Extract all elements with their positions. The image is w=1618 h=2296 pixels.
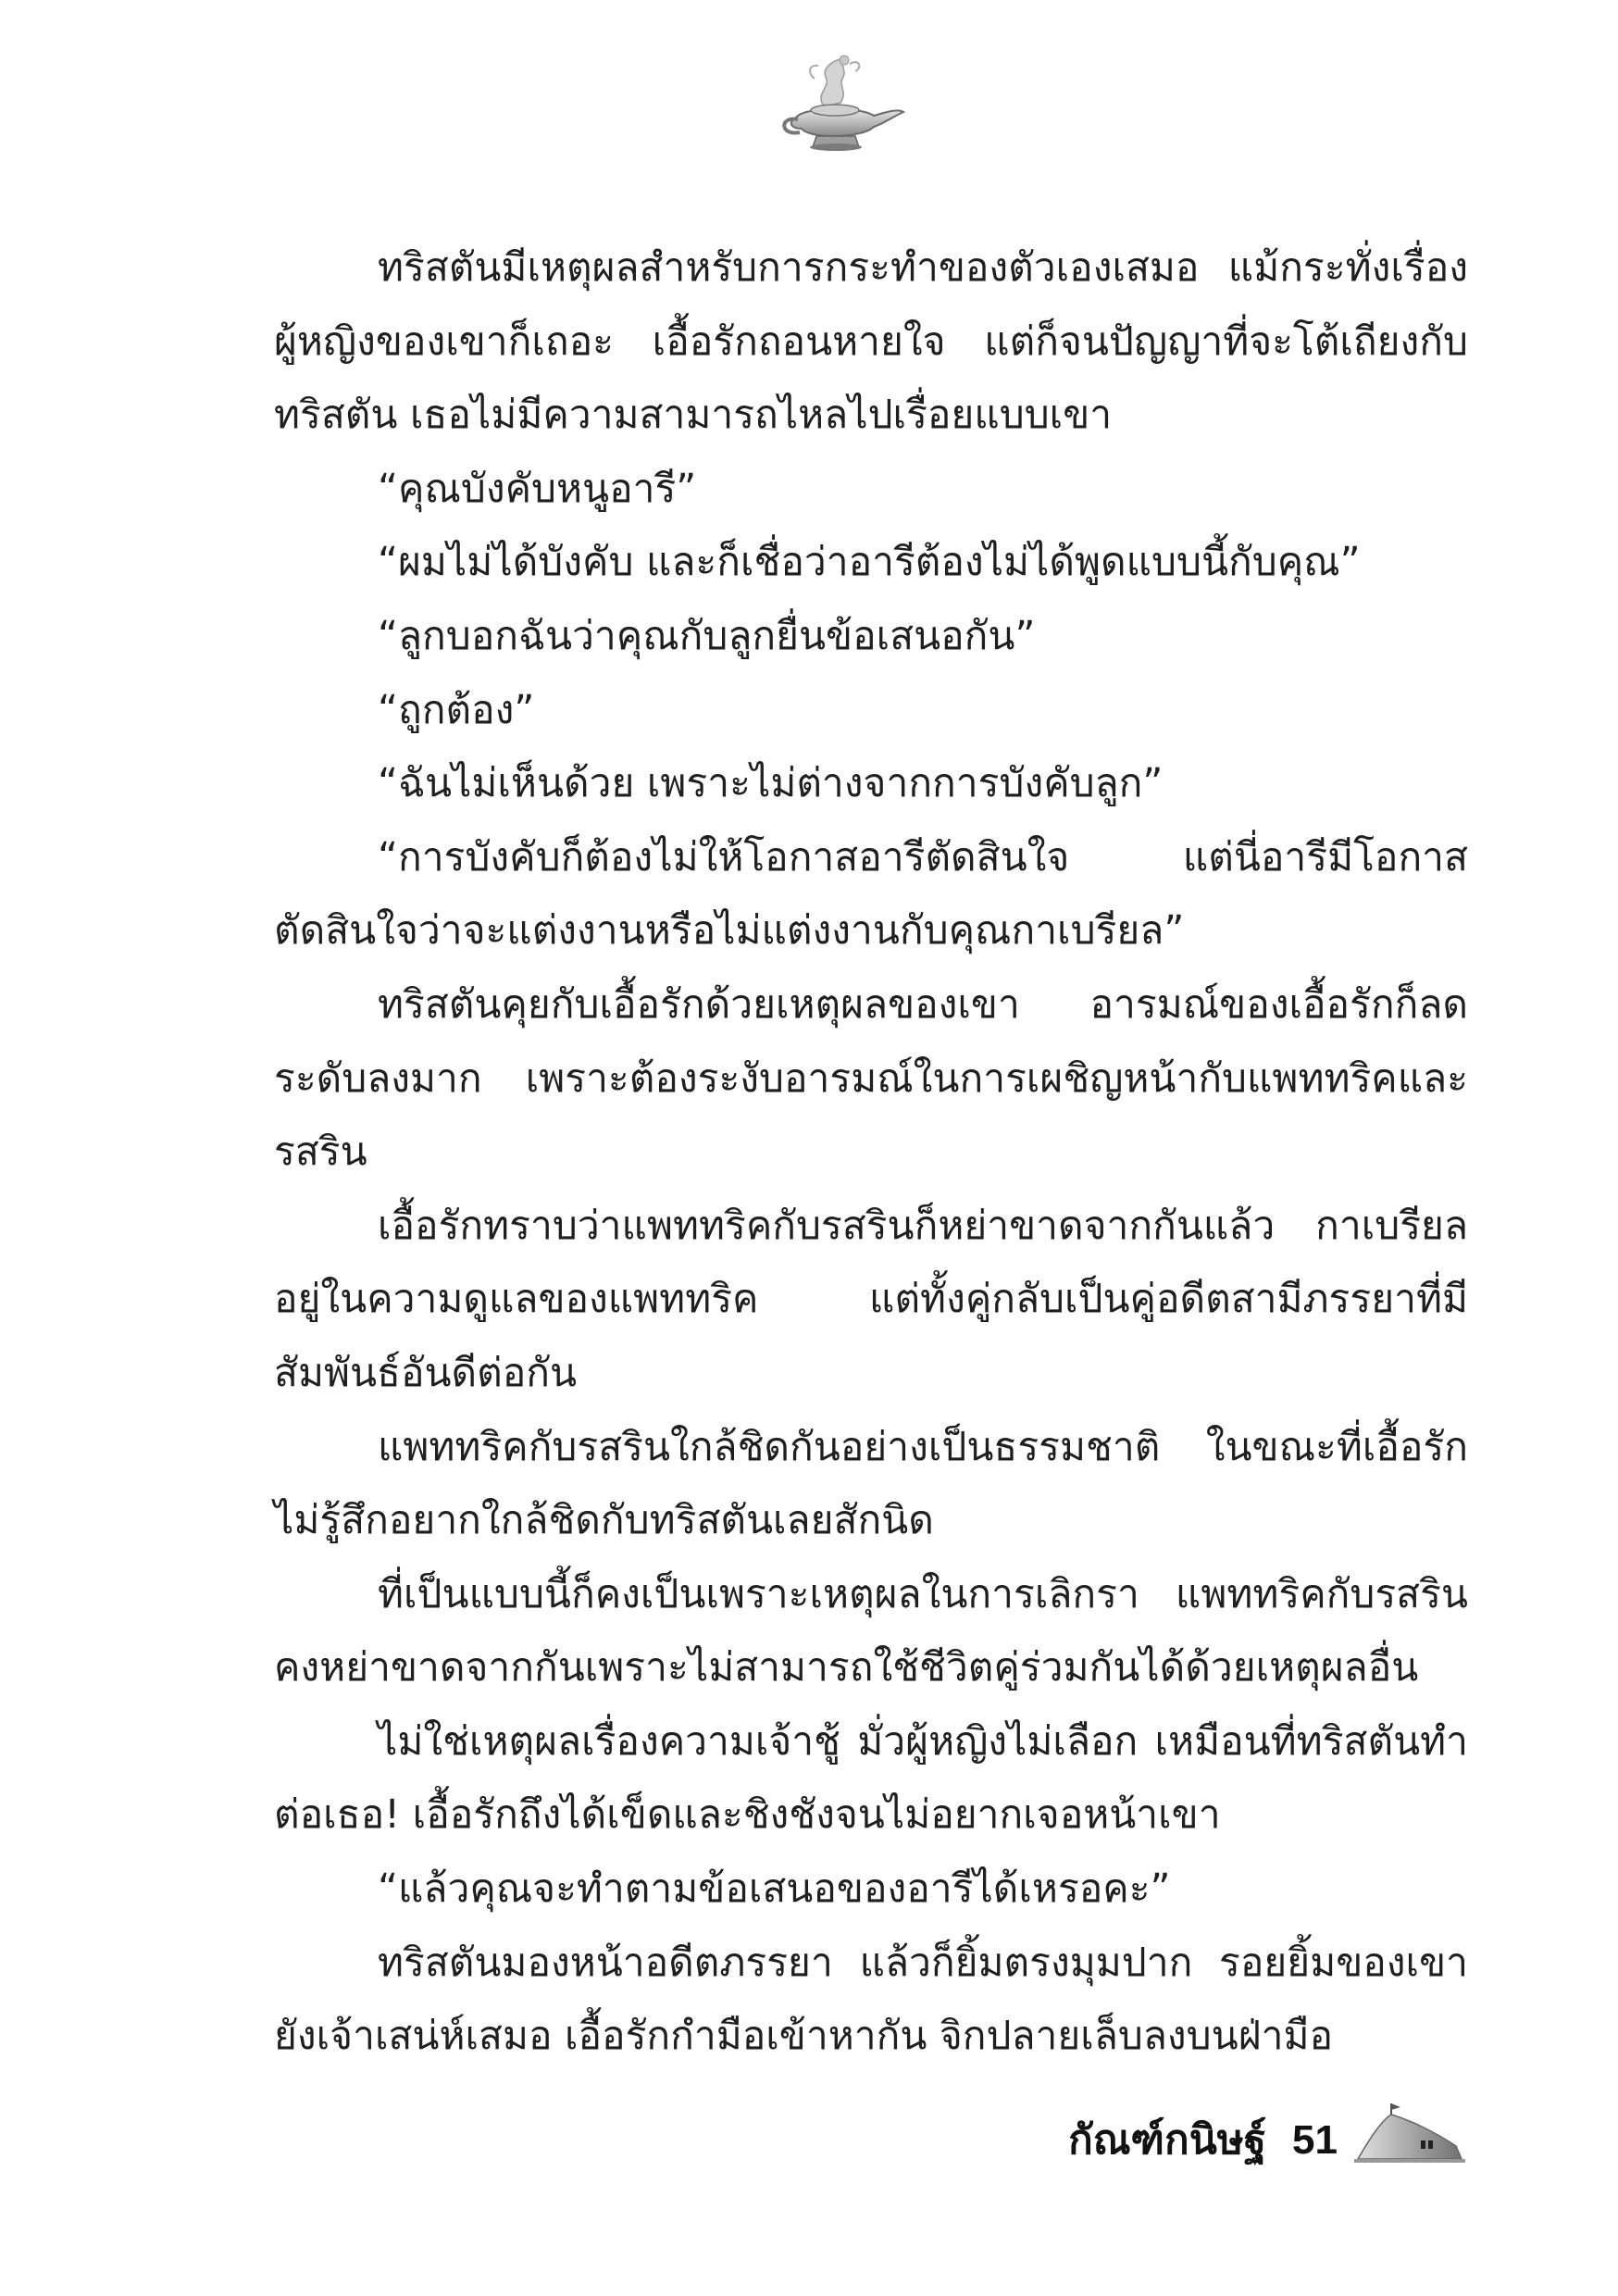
tent-icon: [1354, 2100, 1465, 2166]
page-number: 51: [1292, 2117, 1338, 2163]
paragraph: “ผมไม่ได้บังคับ และก็เชื่อว่าอารีต้องไม่ได้พูดแบบนี้กับคุณ”: [378, 540, 1361, 586]
paragraph: แพททริคกับรสรินใกล้ชิดกันอย่างเป็นธรรมชาติ ในขณะที่เอื้อรักไม่รู้สึกอยากใกล้ชิดกับทริสตันเลยสักนิด: [274, 1424, 1468, 1544]
paragraph: เอื้อรักทราบว่าแพททริคกับรสรินก็หย่าขาดจากกันแล้ว กาเบรียลอยู่ในความดูแลของแพททริค แต่ทั้งคู่กลับเป็นคู่อดีตสามีภรรยาที่มีสัมพันธ์อันดีต่อกัน: [274, 1203, 1468, 1396]
paragraph: ทริสตันคุยกับเอื้อรักด้วยเหตุผลของเขา อารมณ์ของเอื้อรักก็ลดระดับลงมาก เพราะต้องระงับอารมณ์ในการเผชิญหน้ากับแพททริคและรสริน: [274, 981, 1468, 1176]
paragraph: ทริสตันมองหน้าอดีตภรรยา แล้วก็ยิ้มตรงมุมปาก รอยยิ้มของเขายังเจ้าเสน่ห์เสมอ เอื้อรักกำมือเข้าหากัน จิกปลายเล็บลงบนฝ่ามือ: [274, 1940, 1468, 2060]
paragraph: ทริสตันมีเหตุผลสำหรับการกระทำของตัวเองเสมอ แม้กระทั่งเรื่องผู้หญิงของเขาก็เถอะ เอื้อรักถอนหายใจ แต่ก็จนปัญญาที่จะโต้เถียงกับทริสตัน เธอไม่มีความสามารถไหลไปเรื่อยแบบเขา: [274, 245, 1468, 439]
body-text: [274, 231, 1468, 2074]
paragraph: “คุณบังคับหนูอารี”: [378, 466, 697, 512]
genie-lamp-icon: [759, 51, 907, 153]
page-footer: [1068, 2074, 1465, 2166]
paragraph: ไม่ใช่เหตุผลเรื่องความเจ้าชู้ มั่วผู้หญิงไม่เลือก เหมือนที่ทริสตันทำต่อเธอ! เอื้อรักถึงได้เข็ดและชิงชังจนไม่อยากเจอหน้าเขา: [274, 1718, 1468, 1839]
paragraph: “ลูกบอกฉันว่าคุณกับลูกยื่นข้อเสนอกัน”: [378, 613, 1036, 659]
paragraph: “แล้วคุณจะทำตามข้อเสนอของอารีได้เหรอคะ”: [378, 1866, 1171, 1913]
paragraph: “ถูกต้อง”: [378, 687, 535, 733]
paragraph: “การบังคับก็ต้องไม่ให้โอกาสอารีตัดสินใจ แต่นี่อารีมีโอกาสตัดสินใจว่าจะแต่งงานหรือไม่แต่งงานกับคุณกาเบรียล”: [274, 834, 1468, 955]
paragraph: ที่เป็นแบบนี้ก็คงเป็นเพราะเหตุผลในการเลิกรา แพททริคกับรสรินคงหย่าขาดจากกันเพราะไม่สามารถใช้ชีวิตคู่ร่วมกันได้ด้วยเหตุผลอื่น: [274, 1571, 1468, 1691]
paragraph: “ฉันไม่เห็นด้วย เพราะไม่ต่างจากการบังคับลูก”: [378, 761, 1164, 807]
footer-author: กัณฑ์กนิษฐ์: [1068, 2116, 1267, 2164]
